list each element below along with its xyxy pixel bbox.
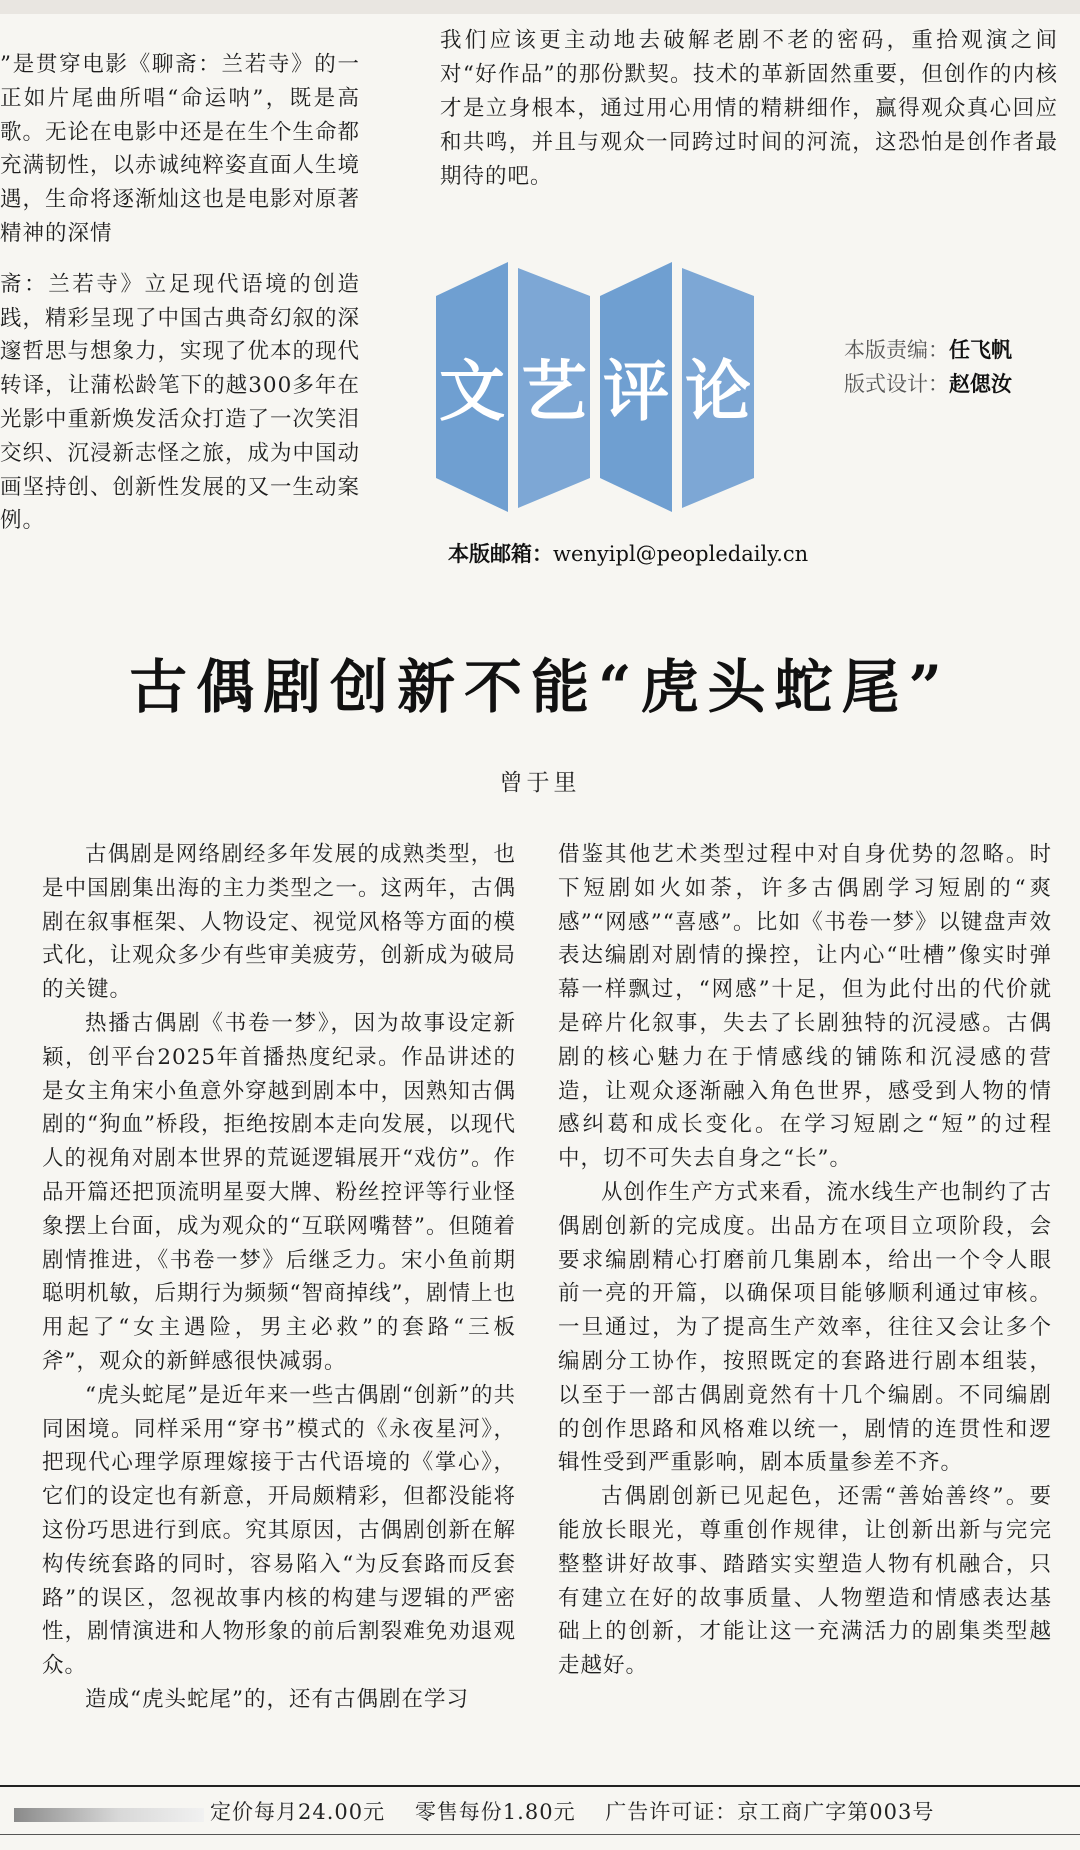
designer-name: 赵偲汝: [949, 372, 1012, 396]
editor-label: 本版责编：: [844, 338, 949, 362]
mailbox-label: 本版邮箱：: [448, 542, 553, 566]
footer-divider: [0, 1785, 1080, 1787]
article-author: 曾于里: [499, 770, 581, 796]
designer-label: 版式设计：: [844, 372, 949, 396]
mailbox-email[interactable]: wenyipl@peopledaily.cn: [553, 542, 809, 566]
article-paragraph: 造成“虎头蛇尾”的，还有古偶剧在学习: [85, 1686, 469, 1712]
previous-article-paragraph: ”是贯穿电影《聊斋：兰若寺》的一正如片尾曲所唱“命运呐”，既是高歌。无论在电影中还是在生个生命都充满韧性，以赤诚纯粹姿直面人生境遇，生命将逐渐灿这也是电影对原著精神的深情: [0, 52, 361, 246]
previous-article-paragraph: 斋：兰若寺》立足现代语境的创造践，精彩呈现了中国古典奇幻叙的深邃哲思与想象力，实现了优本的现代转译，让蒲松龄笔下的越300多年在光影中重新焕发活众打造了一次笑泪交织、沉浸新志怪之旅，成为中国动画坚持创、创新性发展的又一生动案例。: [0, 271, 361, 534]
article-body-left-column: [42, 838, 516, 1717]
section-logo: [432, 262, 830, 512]
price-single: 零售每份1.80元: [414, 1800, 576, 1824]
article-paragraph: 借鉴其他艺术类型过程中对自身优势的忽略。时下短剧如火如荼，许多古偶剧学习短剧的“爽感”“网感”“喜感”。比如《书卷一梦》以键盘声效表达编剧对剧情的操控，让内心“吐槽”像实时弹幕一样飘过，“网感”十足，但为此付出的代价就是碎片化叙事，失去了长剧独特的沉浸感。古偶剧的核心魅力在于情感线的铺陈和沉浸感的营造，让观众逐渐融入角色世界，感受到人物的情感纠葛和成长变化。在学习短剧之“短”的过程中，切不可失去自身之“长”。: [558, 842, 1052, 1172]
article-paragraph: 古偶剧是网络剧经多年发展的成熟类型，也是中国剧集出海的主力类型之一。这两年，古偶剧在叙事框架、人物设定、视觉风格等方面的模式化，让观众多少有些审美疲劳，创新成为破局的关键。: [42, 842, 516, 1003]
footer-bottom-divider: [0, 1834, 1080, 1835]
article-paragraph: 热播古偶剧《书卷一梦》，因为故事设定新颖，创平台2025年首播热度纪录。作品讲述的是女主角宋小鱼意外穿越到剧本中，因熟知古偶剧的“狗血”桥段，拒绝按剧本走向发展，以现代人的视角对剧本世界的荒诞逻辑展开“戏仿”。作品开篇还把顶流明星耍大牌、粉丝控评等行业怪象摆上台面，成为观众的“互联网嘴替”。但随着剧情推进，《书卷一梦》后继乏力。宋小鱼前期聪明机敏，后期行为频频“智商掉线”，剧情上也用起了“女主遇险，男主必救”的套路“三板斧”，观众的新鲜感很快减弱。: [42, 1010, 516, 1374]
previous-article-right-column: [440, 24, 1058, 194]
logo-char: 艺: [521, 352, 587, 430]
logo-char: 评: [603, 352, 669, 430]
article-paragraph: 古偶剧创新已见起色，还需“善始善终”。要能放长眼光，尊重创作规律，让创新出新与完完整整讲好故事、踏踏实实塑造人物有机融合，只有建立在好的故事质量、人物塑造和情感表达基础上的创新，才能让这一充满活力的剧集类型越走越好。: [558, 1484, 1052, 1679]
previous-article-ending: 我们应该更主动地去破解老剧不老的密码，重拾观演之间对“好作品”的那份默契。技术的革新固然重要，但创作的内核才是立身根本，通过用心用情的精耕细作，赢得观众真心回应和共鸣，并且与观众一同跨过时间的河流，这恐怕是创作者最期待的吧。: [440, 28, 1058, 189]
footer-blurred-text: [14, 1808, 204, 1822]
editor-name: 任飞帆: [949, 338, 1012, 362]
page-top-edge: [0, 0, 1080, 14]
article-title: 古偶剧创新不能“虎头蛇尾”: [129, 653, 951, 721]
footer-pricing: [210, 1796, 956, 1826]
ad-license: 广告许可证：京工商广字第003号: [605, 1800, 935, 1824]
section-mailbox: [448, 538, 808, 568]
logo-char: 文: [439, 352, 505, 430]
editor-credits: [844, 333, 1012, 401]
price-monthly: 定价每月24.00元: [210, 1800, 386, 1824]
article-paragraph: 从创作生产方式来看，流水线生产也制约了古偶剧创新的完成度。出品方在项目立项阶段，会要求编剧精心打磨前几集剧本，给出一个令人眼前一亮的开篇，以确保项目能够顺利通过审核。一旦通过，为了提高生产效率，往往又会让多个编剧分工协作，按照既定的套路进行剧本组装，以至于一部古偶剧竟然有十几个编剧。不同编剧的创作思路和风格难以统一，剧情的连贯性和逻辑性受到严重影响，剧本质量参差不齐。: [558, 1179, 1052, 1476]
previous-article-left-column: [0, 48, 360, 538]
logo-char: 论: [685, 352, 751, 430]
article-paragraph: “虎头蛇尾”是近年来一些古偶剧“创新”的共同困境。同样采用“穿书”模式的《永夜星河》，把现代心理学原理嫁接于古代语境的《掌心》，它们的设定也有新意，开局颇精彩，但都没能将这份巧思进行到底。究其原因，古偶剧创新在解构传统套路的同时，容易陷入“为反套路而反套路”的误区，忽视故事内核的构建与逻辑的严密性，剧情演进和人物形象的前后割裂难免劝退观众。: [42, 1382, 516, 1679]
article-body-right-column: [558, 838, 1052, 1683]
